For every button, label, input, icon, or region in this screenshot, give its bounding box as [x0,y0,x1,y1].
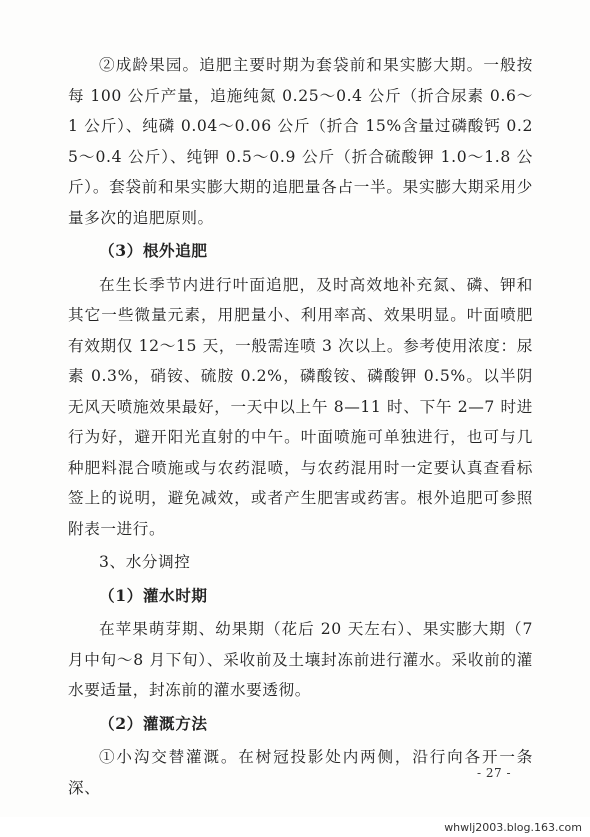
paragraph-furrow-irrigation: ①小沟交替灌溉。在树冠投影处内两侧，沿行向各开一条深、 [68,748,533,797]
heading-irrigation-method: （2）灌溉方法 [99,713,208,733]
watermark-bar [0,817,590,837]
page-number: - 27 - [477,766,512,780]
paragraph-mature-orchard: ②成龄果园。追肥主要时期为套袋前和果实膨大期。一般按每 100 公斤产量，追施纯氮 0.25～0.4 公斤（折合尿素 0.6～1 公斤）、纯磷 0.04～0.06 公斤（折合 15%含量过磷酸钙 0.25～0.4 公斤）、纯钾 0.5～0.9 公斤（折合硫酸钾 1.0～1.8 公斤）。套袋前和果实膨大期的追肥量各占一半。果实膨大期采用少量多次的追肥原则。 [68,56,533,227]
heading-irrigation-timing: （1）灌水时期 [99,585,208,605]
watermark-text: whwlj2003.blog.163.com [444,821,582,834]
paragraph-foliar-fertilizing: 在生长季节内进行叶面追肥，及时高效地补充氮、磷、钾和其它一些微量元素，用肥量小、利用率高、效果明显。叶面喷肥有效期仅 12～15 天，一般需连喷 3 次以上。参考使用浓度：尿素 0.3%，硝铵、硫胺 0.2%，磷酸铵、磷酸钾 0.5%。以半阴无风天喷施效果最好，一天中以上午 8—11 时、下午 2—7 时进行为好，避开阳光直射的中午。叶面喷施可单独进行，也可与几种肥料混合喷施或与农药混喷，与农药混用时一定要认真查看标签上的说明，避免减效，或者产生肥害或药害。根外追肥可参照附表一进行。 [68,275,533,538]
paragraph-irrigation-timing: 在苹果萌芽期、幼果期（花后 20 天左右）、果实膨大期（7 月中旬～8 月下旬）、采收前及土壤封冻前进行灌水。采收前的灌水要适量，封冻前的灌水要透彻。 [68,620,533,699]
section-water-control: 3、水分调控 [99,553,191,571]
document-body [68,50,533,803]
heading-foliar-fertilizing: （3）根外追肥 [99,241,208,260]
